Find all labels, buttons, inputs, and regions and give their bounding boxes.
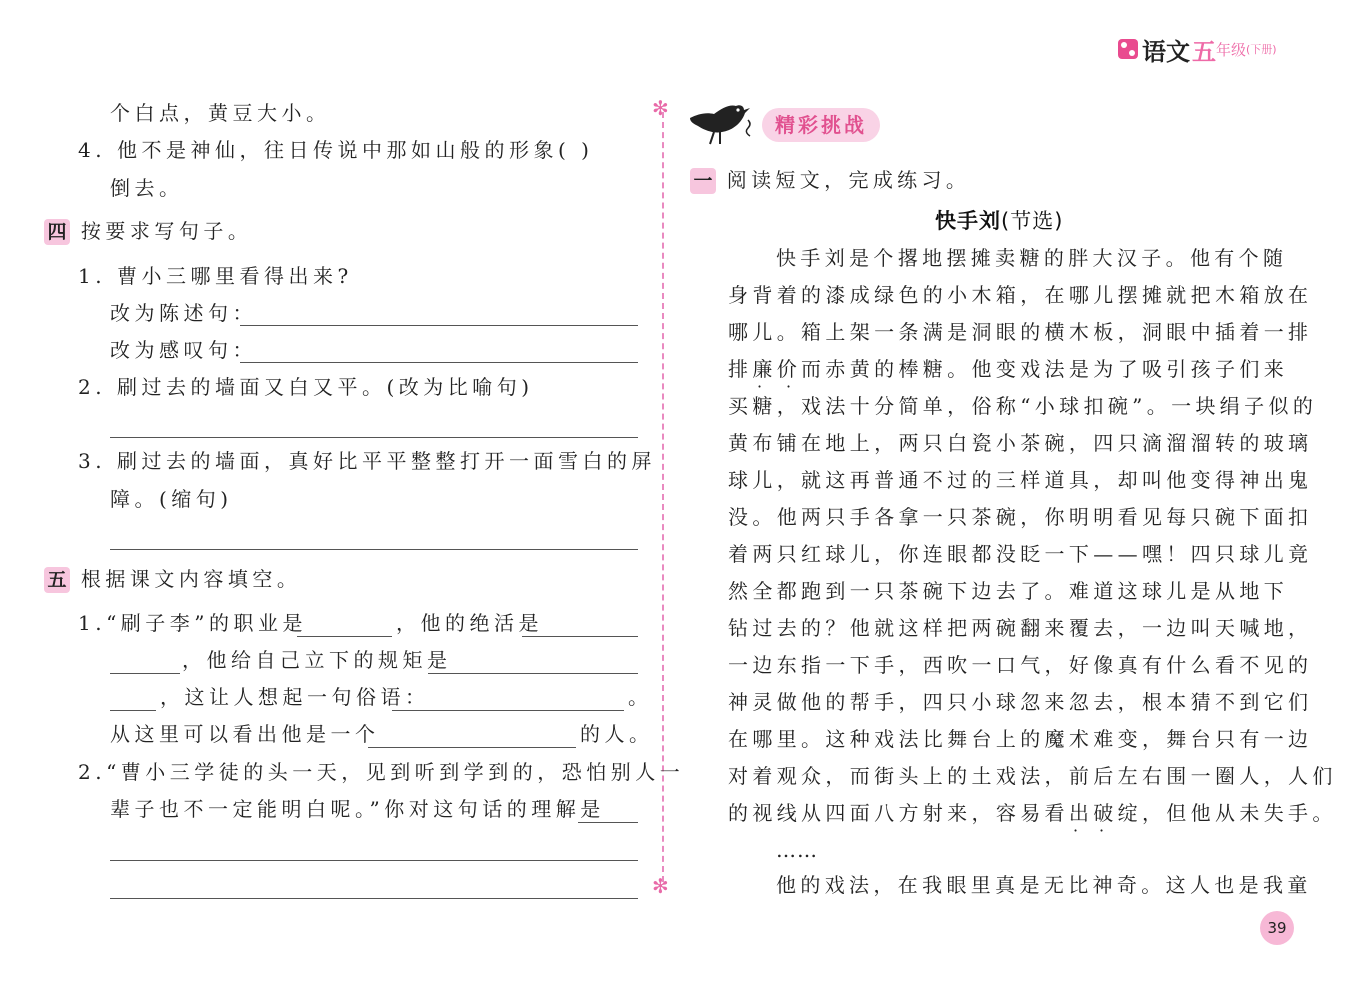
r-section-1-badge: 一 [690,168,716,194]
s4-q1-exclaim-label: 改为感叹句： [110,338,257,362]
book-logo-icon [1118,39,1138,59]
emphasis-dot: · [1073,821,1079,840]
r-section-1-heading [690,165,970,195]
emphasis-dot: · [757,377,763,396]
passage-line: 没。他两只手各拿一只茶碗，你明明看见每只碗下面扣 [728,505,1313,529]
section-5-title: 根据课文内容填空。 [80,567,302,591]
passage-line: 身背着的漆成绿色的小木箱，在哪儿摆摊就把木箱放在 [728,283,1313,307]
bird-icon [684,98,760,150]
header-grade: 五 [1192,37,1216,66]
s5-q1-part-f: 从这里可以看出他是一个 [110,722,380,746]
challenge-banner: 精彩挑战 [762,108,880,142]
passage-line: 然全都跑到一只茶碗下边去了。难道这球儿是从地下 [728,579,1289,603]
passage-line: 他的戏法，在我眼里真是无比神奇。这人也是我童 [776,873,1312,897]
s5-q1-blank-skill[interactable] [522,636,638,637]
passage-line: 钻过去的？他就这样把两碗翻来覆去，一边叫天喊地， [728,616,1313,640]
passage-line: 对着观众，而街头上的土戏法，前后左右围一圈人，人们 [728,764,1337,788]
s5-q1-blank-person[interactable] [368,747,576,748]
s5-q1-part-c: ，他给自己立下的规矩是 [182,648,452,672]
s5-q2-answer-line[interactable] [110,898,638,899]
passage-line: 在哪里。这种戏法比舞台上的魔术难变，舞台只有一边 [728,727,1313,751]
passage-line: 球儿，就这再普通不过的三样道具，却叫他变得神出鬼 [728,468,1313,492]
s4-q1-exclaim-answer-line[interactable] [240,362,638,363]
s5-q1-part-a: 1.“刷子李”的职业是 [78,611,308,635]
section-4-badge: 四 [44,219,70,245]
s5-q1-part-b: ，他的绝活是 [396,611,543,635]
passage-line: 买糖，戏法十分简单，俗称“小球扣碗”。一块绢子似的 [728,394,1318,418]
section-4-heading [44,216,252,246]
continued-line: 个白点，黄豆大小。 [110,101,331,125]
passage-line: 一边东指一下手，西吹一口气，好像真有什么看不见的 [728,653,1313,677]
emphasis-dot: · [1099,821,1105,840]
s4-q1-statement-label: 改为陈述句： [110,301,257,325]
r-section-1-title: 阅读短文，完成练习。 [726,168,971,192]
s4-question-3-cont: 障。(缩句) [110,487,233,511]
s4-question-3: 3. 刷过去的墙面，真好比平平整整打开一面雪白的屏 [78,449,656,473]
passage-line: 着两只红球儿，你连眼都没眨一下——嘿！四只球儿竟 [728,542,1313,566]
passage-title-sub: (节选) [1001,209,1064,233]
header-subject: 语文 [1142,37,1190,66]
s4-q3-answer-line[interactable] [110,549,638,550]
header-volume: (下册) [1246,43,1277,56]
section-5-heading [44,564,301,594]
s4-q2-answer-line[interactable] [110,437,638,438]
section-4-title: 按要求写句子。 [80,219,253,243]
s5-q1-part-e: 。 [628,685,653,709]
s5-question-2: 2.“曹小三学徒的头一天，见到听到学到的，恐怕别人一 [78,760,685,784]
book-header [1118,33,1277,65]
s5-q2-answer-line[interactable] [578,822,638,823]
s5-q1-blank-rule-cont[interactable] [110,710,156,711]
section-5-badge: 五 [44,567,70,593]
header-level: 年级 [1216,40,1247,59]
s5-q2-answer-line[interactable] [110,860,638,861]
s5-q1-blank-job[interactable] [297,636,392,637]
s5-q1-part-d: ，这让人想起一句俗语： [160,685,430,709]
s5-q1-part-g: 的人。 [580,722,654,746]
question-4: 4. 他不是神仙，往日传说中那如山般的形象( ) [78,138,594,162]
passage-title [935,206,1063,236]
emphasis-dot: · [786,377,792,396]
passage-title-main: 快手刘 [935,209,1001,233]
s5-question-2-cont: 辈子也不一定能明白呢。”你对这句话的理解是 [110,797,605,821]
s5-q1-blank-rule[interactable] [428,673,638,674]
passage-line: 黄布铺在地上，两只白瓷小茶碗，四只滴溜溜转的玻璃 [728,431,1313,455]
s4-q1-statement-answer-line[interactable] [240,325,638,326]
passage-line: 排廉价而赤黄的棒糖。他变戏法是为了吸引孩子们来 [728,357,1289,381]
divider-star-icon: ✻ [652,96,669,120]
passage-line: 哪儿。箱上架一条满是洞眼的横木板，洞眼中插着一排 [728,320,1313,344]
passage-line: 神灵做他的帮手，四只小球忽来忽去，根本猜不到它们 [728,690,1313,714]
question-4-cont: 倒去。 [110,176,184,200]
s4-question-2: 2. 刷过去的墙面又白又平。(改为比喻句) [78,375,534,399]
page-number: 39 [1260,911,1294,945]
s4-question-1: 1. 曹小三哪里看得出来? [78,264,353,288]
passage-line: 快手刘是个撂地摆摊卖糖的胖大汉子。他有个随 [776,246,1288,270]
s5-q1-blank-skill-cont[interactable] [110,673,180,674]
passage-ellipsis: …… [776,838,818,862]
s5-q1-blank-saying[interactable] [392,710,624,711]
passage-line: 的视线从四面八方射来，容易看出破绽，但他从未失手。 [728,801,1337,825]
divider-star-icon: ✻ [652,874,669,898]
